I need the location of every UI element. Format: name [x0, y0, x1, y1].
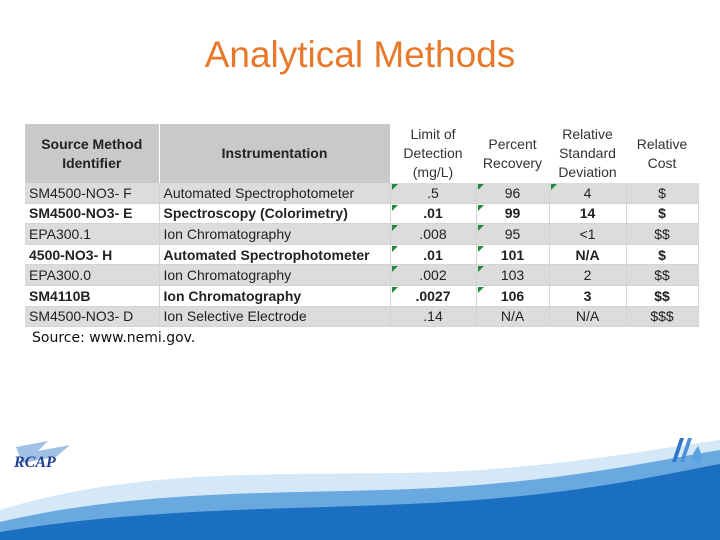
methods-table: [25, 124, 699, 327]
marker-icon: [478, 246, 484, 252]
marker-icon: [392, 287, 398, 293]
methods-table-container: [25, 124, 698, 325]
cell-rsd: N/A: [549, 244, 626, 265]
decorative-wave-footer: [0, 440, 720, 540]
cell-recovery: 106: [476, 285, 549, 306]
table-row: [25, 265, 698, 286]
marker-icon: [392, 205, 398, 211]
cell-cost: $: [626, 203, 698, 224]
cell-method-id: SM4500-NO3- F: [25, 183, 159, 203]
cell-method-id: SM4500-NO3- D: [25, 306, 159, 327]
cell-cost: $$: [626, 285, 698, 306]
cell-cost: $$: [626, 265, 698, 286]
cell-method-id: EPA300.0: [25, 265, 159, 286]
cell-cost: $$: [626, 224, 698, 245]
header-limit-of-detection: Limit of Detection (mg/L): [390, 124, 476, 183]
cell-method-id: EPA300.1: [25, 224, 159, 245]
cell-recovery: 96: [476, 183, 549, 203]
cell-rsd: 4: [549, 183, 626, 203]
cell-cost: $: [626, 183, 698, 203]
cell-rsd: 14: [549, 203, 626, 224]
cell-lod: .01: [390, 203, 476, 224]
header-relative-cost: Relative Cost: [626, 124, 698, 183]
cell-lod: .002: [390, 265, 476, 286]
cell-cost: $: [626, 244, 698, 265]
cell-instrumentation: Spectroscopy (Colorimetry): [159, 203, 390, 224]
source-citation: Source: www.nemi.gov.: [32, 330, 196, 346]
header-source-method: Source Method Identifier: [25, 124, 159, 183]
table-row: [25, 203, 698, 224]
corner-logo-icon: [666, 432, 706, 468]
cell-method-id: 4500-NO3- H: [25, 244, 159, 265]
marker-icon: [478, 184, 484, 190]
cell-lod: .0027: [390, 285, 476, 306]
table-row: [25, 224, 698, 245]
marker-icon: [392, 225, 398, 231]
cell-recovery: 99: [476, 203, 549, 224]
table-row: [25, 244, 698, 265]
cell-rsd: 2: [549, 265, 626, 286]
cell-lod: .5: [390, 183, 476, 203]
cell-method-id: SM4110B: [25, 285, 159, 306]
cell-instrumentation: Ion Chromatography: [159, 224, 390, 245]
cell-method-id: SM4500-NO3- E: [25, 203, 159, 224]
header-instrumentation: Instrumentation: [159, 124, 390, 183]
cell-rsd: 3: [549, 285, 626, 306]
table-header-row: [25, 124, 698, 183]
cell-lod: .14: [390, 306, 476, 327]
cell-recovery: 103: [476, 265, 549, 286]
header-percent-recovery: Percent Recovery: [476, 124, 549, 183]
cell-instrumentation: Automated Spectrophotometer: [159, 244, 390, 265]
cell-recovery: 101: [476, 244, 549, 265]
table-row: [25, 306, 698, 327]
marker-icon: [392, 184, 398, 190]
marker-icon: [392, 266, 398, 272]
cell-recovery: N/A: [476, 306, 549, 327]
table-row: [25, 285, 698, 306]
cell-recovery: 95: [476, 224, 549, 245]
table-row: [25, 183, 698, 203]
slide-title: Analytical Methods: [204, 34, 516, 75]
cell-rsd: <1: [549, 224, 626, 245]
marker-icon: [478, 287, 484, 293]
rcap-logo: [8, 437, 78, 477]
cell-rsd: N/A: [549, 306, 626, 327]
cell-cost: $$$: [626, 306, 698, 327]
marker-icon: [478, 266, 484, 272]
svg-text:RCAP: RCAP: [14, 454, 56, 471]
cell-lod: .01: [390, 244, 476, 265]
header-relative-standard-deviation: Relative Standard Deviation: [549, 124, 626, 183]
cell-instrumentation: Ion Chromatography: [159, 265, 390, 286]
marker-icon: [392, 246, 398, 252]
marker-icon: [551, 184, 557, 190]
marker-icon: [478, 225, 484, 231]
marker-icon: [478, 205, 484, 211]
cell-lod: .008: [390, 224, 476, 245]
cell-instrumentation: Ion Chromatography: [159, 285, 390, 306]
cell-instrumentation: Ion Selective Electrode: [159, 306, 390, 327]
cell-instrumentation: Automated Spectrophotometer: [159, 183, 390, 203]
